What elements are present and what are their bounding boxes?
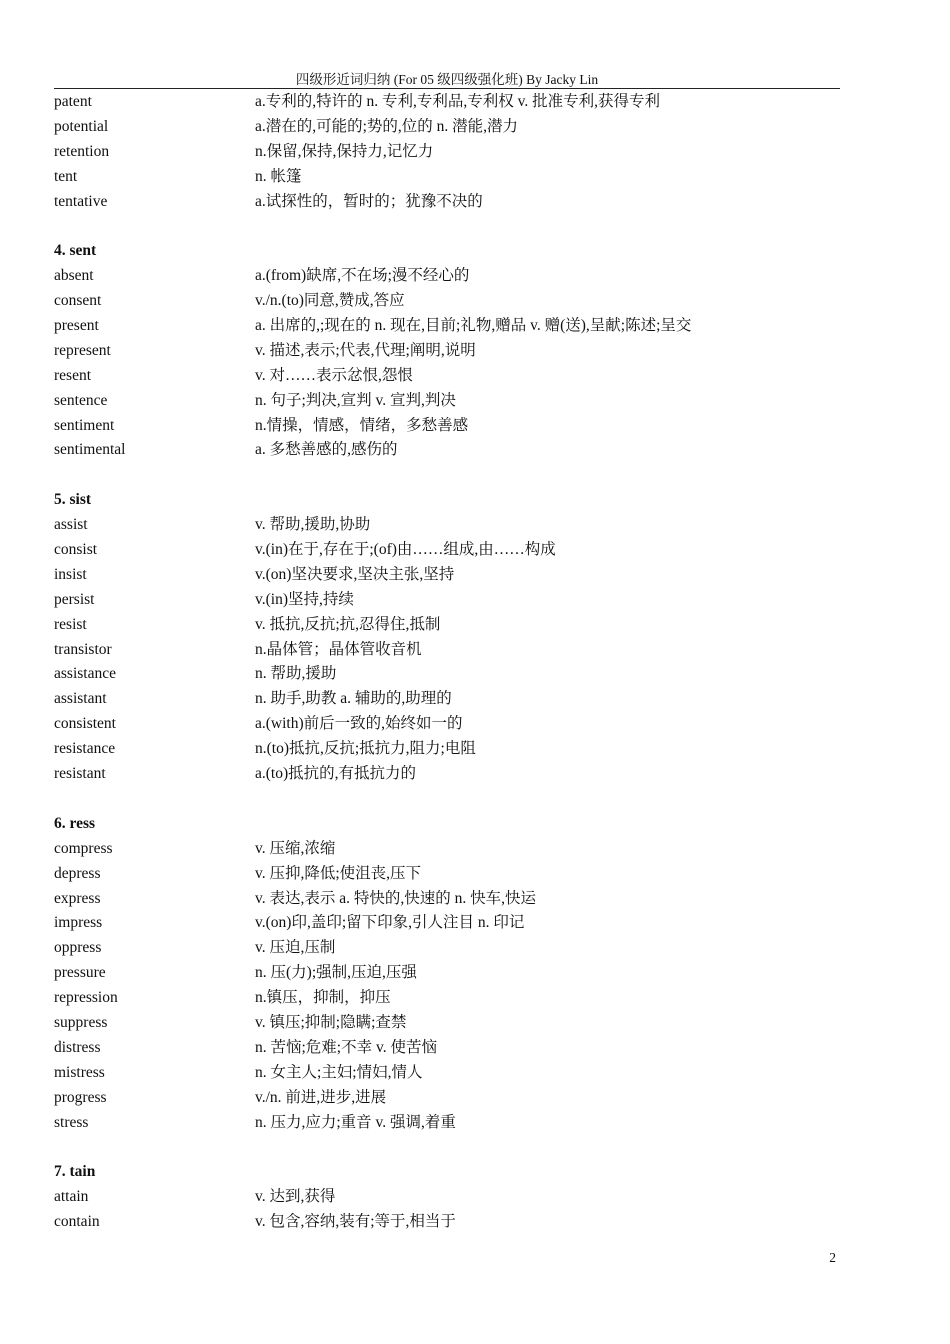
page-header: 四级形近词归纳 (For 05 级四级强化班) By Jacky Lin (295, 72, 599, 87)
entry-term: patent (54, 93, 92, 110)
entry-row (54, 1011, 840, 1036)
entry-definition: v. 达到,获得 (255, 1188, 336, 1206)
entry-definition: a.专利的,特许的 n. 专利,专利品,专利权 v. 批准专利,获得专利 (255, 93, 660, 110)
entry-term: contain (54, 1213, 100, 1231)
entry-definition: a. 多愁善感的,感伤的 (255, 441, 398, 459)
section-heading: 7. tain (54, 1163, 96, 1181)
entry-row (54, 140, 840, 165)
entry-term: assistance (54, 665, 116, 683)
entry-row (54, 314, 840, 339)
entry-definition: n.(to)抵抗,反抗;抵抗力,阻力;电阻 (255, 740, 476, 758)
entry-term: persist (54, 590, 95, 608)
entry-row (54, 712, 840, 737)
entry-definition: a.潜在的,可能的;势的,位的 n. 潜能,潜力 (255, 117, 519, 135)
entry-definition: v./n. 前进,进步,进展 (255, 1088, 387, 1106)
entry-row (54, 414, 840, 439)
entry-term: tent (54, 167, 78, 185)
entry-row (54, 961, 840, 986)
entry-term: sentiment (54, 416, 115, 434)
page-number: 2 (829, 1250, 836, 1265)
section-gap (54, 787, 840, 812)
entry-row (54, 837, 840, 862)
entry-row (54, 438, 840, 463)
entry-row (54, 165, 840, 190)
entry-term: sentimental (54, 441, 126, 459)
entry-row (54, 1185, 840, 1210)
entry-term: distress (54, 1038, 101, 1056)
entry-definition: n. 压(力);强制,压迫,压强 (255, 964, 417, 982)
entry-definition: a.(to)抵抗的,有抵抗力的 (255, 765, 417, 783)
entry-term: retention (54, 142, 110, 160)
entry-term: resistant (54, 765, 106, 783)
entry-definition: v. 对……表示忿恨,怨恨 (255, 366, 413, 384)
entry-row (54, 1061, 840, 1086)
entry-row (54, 762, 840, 787)
entry-row (54, 1111, 840, 1136)
entry-row (54, 911, 840, 936)
entry-definition: n.保留,保持,保持力,记忆力 (255, 142, 434, 160)
entry-row (54, 563, 840, 588)
entry-row (54, 687, 840, 712)
entry-definition: n. 句子;判决,宣判 v. 宣判,判决 (255, 391, 456, 409)
section-gap (54, 463, 840, 488)
entry-row (54, 662, 840, 687)
entry-definition: a.(from)缺席,不在场;漫不经心的 (255, 267, 470, 285)
entry-term: repression (54, 989, 118, 1007)
entry-term: resist (54, 615, 87, 633)
entry-definition: n. 女主人;主妇;情妇,情人 (255, 1063, 423, 1081)
entry-row (54, 389, 840, 414)
entry-term: assist (54, 516, 88, 534)
section-tain (54, 1160, 840, 1235)
vocabulary-list (54, 90, 840, 1235)
entry-term: attain (54, 1188, 89, 1206)
entry-row (54, 538, 840, 563)
entry-term: impress (54, 914, 103, 932)
entry-row (54, 1086, 840, 1111)
entry-definition: n. 压力,应力;重音 v. 强调,着重 (255, 1113, 456, 1131)
entry-definition: n. 帐篷 (255, 167, 302, 185)
entry-row (54, 339, 840, 364)
section-gap (54, 1135, 840, 1160)
entry-definition: v. 表达,表示 a. 特快的,快速的 n. 快车,快运 (255, 889, 536, 907)
entry-term: mistress (54, 1063, 105, 1081)
entry-definition: v. 压缩,浓缩 (255, 839, 336, 857)
entry-definition: n. 帮助,援助 (255, 665, 337, 683)
entry-term: tentative (54, 192, 108, 210)
entry-row (54, 289, 840, 314)
entry-definition: n.镇压，抑制，抑压 (255, 989, 391, 1007)
entry-term: progress (54, 1088, 107, 1106)
entry-row (54, 737, 840, 762)
entry-row (54, 90, 840, 115)
header-rule (54, 88, 840, 89)
section-heading: 6. ress (54, 814, 96, 832)
entry-row (54, 613, 840, 638)
entry-definition: n.晶体管；晶体管收音机 (255, 640, 422, 658)
entry-row (54, 638, 840, 663)
intro-entries (54, 90, 840, 214)
entry-term: stress (54, 1113, 89, 1131)
entry-term: consist (54, 541, 98, 559)
section-heading: 5. sist (54, 491, 92, 509)
entry-definition: a.(with)前后一致的,始终如一的 (255, 715, 463, 733)
entry-term: consistent (54, 715, 116, 733)
entry-definition: v.(on)坚决要求,坚决主张,坚持 (255, 565, 455, 583)
entry-row (54, 513, 840, 538)
entry-row (54, 936, 840, 961)
entry-term: sentence (54, 391, 108, 409)
entry-row (54, 887, 840, 912)
entry-definition: n.情操，情感，情绪，多愁善感 (255, 416, 469, 434)
entry-row (54, 1036, 840, 1061)
entry-definition: v. 压抑,降低;使沮丧,压下 (255, 864, 422, 882)
entry-term: potential (54, 117, 109, 135)
entry-term: represent (54, 341, 111, 359)
entry-definition: v.(on)印,盖印;留下印象,引人注目 n. 印记 (255, 914, 525, 932)
section-gap (54, 214, 840, 239)
entry-definition: a. 出席的,;现在的 n. 现在,目前;礼物,赠品 v. 赠(送),呈献;陈述;呈交 (255, 317, 692, 335)
entry-term: express (54, 889, 101, 907)
entry-definition: n. 苦恼;危难;不幸 v. 使苦恼 (255, 1038, 437, 1056)
section-sist (54, 488, 840, 787)
entry-row (54, 264, 840, 289)
entry-definition: v. 包含,容纳,装有;等于,相当于 (255, 1213, 456, 1231)
entry-definition: v.(in)坚持,持续 (255, 590, 354, 608)
entry-term: assistant (54, 690, 107, 708)
entry-definition: a.试探性的，暂时的；犹豫不决的 (255, 192, 483, 210)
entry-term: oppress (54, 939, 102, 957)
entry-definition: v. 压迫,压制 (255, 939, 336, 957)
entry-term: depress (54, 864, 101, 882)
entry-term: compress (54, 839, 113, 857)
entry-definition: v. 镇压;抑制;隐瞒;查禁 (255, 1013, 407, 1031)
entry-term: pressure (54, 964, 106, 982)
entry-term: resent (54, 366, 92, 384)
entry-definition: v. 帮助,援助,协助 (255, 516, 371, 534)
entry-row (54, 862, 840, 887)
entry-row (54, 1210, 840, 1235)
entry-row (54, 588, 840, 613)
entry-term: present (54, 317, 99, 335)
entry-row (54, 190, 840, 215)
entry-term: insist (54, 565, 87, 583)
entry-definition: v. 描述,表示;代表,代理;阐明,说明 (255, 341, 476, 359)
entry-term: transistor (54, 640, 112, 658)
entry-term: resistance (54, 740, 116, 758)
entry-definition: v. 抵抗,反抗;抗,忍得住,抵制 (255, 615, 441, 633)
entry-definition: n. 助手,助教 a. 辅助的,助理的 (255, 690, 452, 708)
entry-definition: v./n.(to)同意,赞成,答应 (255, 292, 405, 310)
entry-row (54, 364, 840, 389)
entry-term: absent (54, 267, 94, 285)
section-sent (54, 239, 840, 463)
entry-term: suppress (54, 1013, 108, 1031)
entry-definition: v.(in)在于,存在于;(of)由……组成,由……构成 (255, 541, 556, 559)
section-heading: 4. sent (54, 242, 97, 260)
entry-row (54, 115, 840, 140)
entry-row (54, 986, 840, 1011)
entry-term: consent (54, 292, 102, 310)
section-ress (54, 812, 840, 1136)
